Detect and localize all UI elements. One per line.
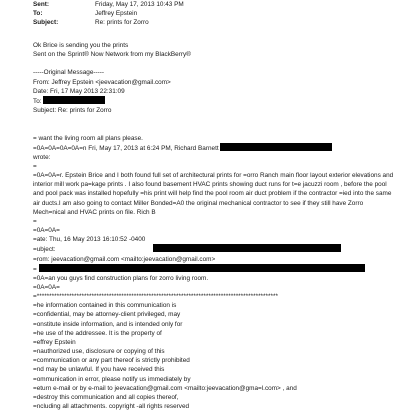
- quoted-wrote-label: wrote:: [33, 153, 51, 161]
- quoted-oa-line: =0A=0A=: [33, 284, 60, 292]
- quoted-date-line: =ate: Thu, 16 May 2013 16:10:52 -0400: [33, 236, 146, 244]
- to-value: Jeffrey Epstein: [95, 10, 138, 18]
- to-row: [33, 9, 138, 18]
- original-to: [33, 96, 395, 106]
- quoted-equals-line: =: [33, 162, 37, 170]
- disclaimer-line: =he information contained in this communication is: [33, 302, 177, 310]
- quoted-from-line: =rom: jeevacation@gmail.com <mailto:jeevacation@gmail.com>: [33, 255, 216, 263]
- disclaimer-line: =ncluding all attachments. copyright -all rights reserved: [33, 403, 190, 411]
- disclaimer-line: =onstitute inside information, and is intended only for: [33, 320, 183, 328]
- quoted-want-line: = want the living room all plans please.: [33, 134, 143, 142]
- quoted-wrote-line: [33, 143, 395, 153]
- quoted-oa-line: =0A=0A=: [33, 227, 60, 235]
- email-body: [33, 41, 395, 411]
- disclaimer-line: =destroy this communication and all copies thereof,: [33, 393, 179, 401]
- sent-row: [33, 0, 184, 9]
- disclaimer-line: =ommunication in error, please notify us immediately by: [33, 375, 191, 383]
- original-message-separator: -----Original Message-----: [33, 69, 105, 77]
- redaction-bar: [153, 244, 341, 252]
- original-subject: Subject: Re: prints for Zorro: [33, 107, 112, 115]
- original-from: From: Jeffrey Epstein <jeevacation@gmail.com>: [33, 78, 171, 86]
- reply-line-1: Ok Brice is sending you the prints: [33, 42, 129, 49]
- disclaimer-line: =he use of the addressee. It is the property of: [33, 329, 162, 337]
- disclaimer-line: =eturn e-mail or by e-mail to jeevacation@gmail.com <mailto:jeevacation@gma=l.com> , and: [33, 384, 297, 392]
- original-to-label: To:: [33, 97, 42, 105]
- to-label: To:: [33, 10, 43, 18]
- subject-row: [33, 18, 149, 27]
- reply-line-2: Sent on the Sprint® Now Network from my BlackBerry®: [33, 51, 191, 59]
- redaction-bar: [39, 264, 365, 272]
- blank-line: [33, 115, 395, 124]
- email-header: [33, 0, 184, 27]
- redaction-bar: [220, 143, 332, 151]
- quoted-ask-line: =0A=an you guys find construction plans for zorro living room.: [33, 274, 209, 282]
- subject-label: Subject:: [33, 19, 59, 27]
- quoted-subject-label: =ubject:: [33, 246, 56, 254]
- original-date: Date: Fri, 17 May 2013 22:31:09: [33, 87, 125, 95]
- blank-line: [33, 124, 395, 133]
- disclaimer-line: =communication or any part thereof is strictly prohibited: [33, 357, 190, 365]
- quoted-paragraph: =0A=0A=r. Epstein Brice and I both found full set of architectural prints for =orro Ranch main floor layout exterior elevations and interior mill work pa=kage prints . I also found basement HVAC prints showing duct runs for t=e jacuzzi room , before the pool and pool pack was installed hopefully =his print will help find the pool room air duct problem if the contractor =ied into the same air ducts.I am also going to contact Miller Bonded=A0 the original mechanical contractor to see if they still have Zorro Mech=nical and HVAC prints on file. Rich B: [33, 172, 394, 216]
- quoted-redacted-line: [33, 264, 395, 274]
- disclaimer-stars: =*************************************************************************************************: [33, 293, 278, 301]
- redaction-bar: [43, 96, 105, 104]
- quoted-subject-line: [33, 244, 395, 254]
- quoted-wrote-prefix: =0A=0A=0A=0A=n Fri, May 17, 2013 at 6:24 PM, Richard Barnett: [33, 144, 219, 152]
- quoted-redacted-prefix: =: [33, 265, 37, 273]
- subject-value: Re: prints for Zorro: [95, 19, 149, 27]
- quoted-equals-line: =: [33, 217, 37, 225]
- sent-label: Sent:: [33, 1, 49, 8]
- disclaimer-line: =nauthorized use, disclosure or copying of this: [33, 348, 165, 356]
- disclaimer-line: =effrey Epstein: [33, 338, 76, 346]
- sent-value: Friday, May 17, 2013 10:43 PM: [95, 1, 184, 8]
- disclaimer-line: =nd may be unlawful. If you have received this: [33, 366, 165, 374]
- disclaimer-line: =confidential, may be attorney-client privileged, may: [33, 311, 181, 319]
- blank-line: [33, 59, 395, 68]
